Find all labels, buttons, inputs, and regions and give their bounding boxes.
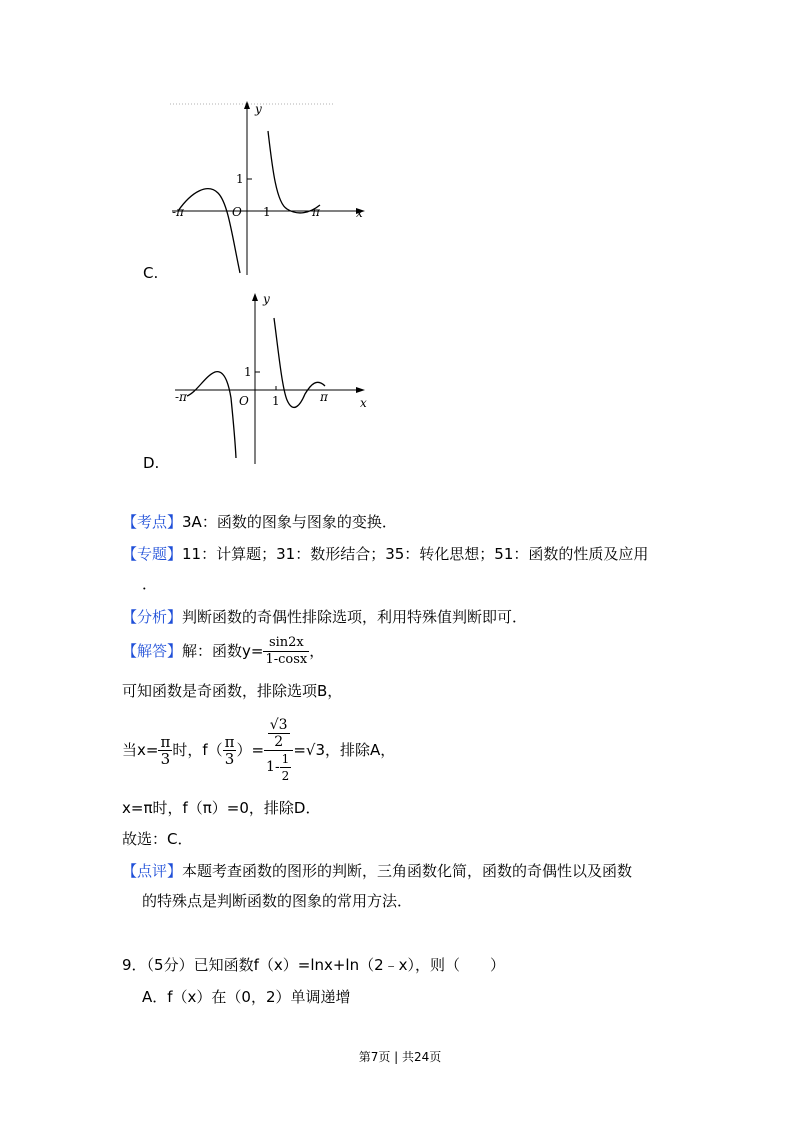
curve-left: [178, 189, 240, 273]
kaodian-tag: 【考点】: [122, 513, 183, 531]
curve-right: [268, 131, 320, 213]
curve-right: [274, 318, 325, 407]
fenxi-text: 判断函数的奇偶性排除选项，利用特殊值判断即可．: [182, 608, 528, 626]
option-c-label: C.: [143, 264, 159, 282]
function-fraction: [263, 635, 309, 668]
fenxi-line: [122, 607, 527, 627]
y-label: y: [255, 102, 262, 116]
pi-numerator: π: [160, 732, 171, 751]
graph-c-svg: [160, 95, 380, 280]
half-num: 1: [281, 751, 290, 766]
jieda-tag: 【解答】: [122, 642, 183, 660]
pi3-part3: ）=: [236, 741, 265, 759]
zhuanti-tag: 【专题】: [122, 545, 183, 563]
y-one-label: 1: [244, 365, 252, 379]
x-one-label: 1: [272, 394, 280, 408]
three-denominator-arg: 3: [224, 749, 235, 768]
pi-numerator-arg: π: [224, 732, 235, 751]
pi-over-3-line: [122, 710, 395, 790]
origin-label: O: [239, 394, 249, 408]
pi-label: π: [312, 205, 320, 219]
x-pi-line: x=π时，f（π）=0，排除D．: [122, 799, 321, 817]
x-label: x: [360, 396, 367, 410]
compound-denominator: [264, 751, 293, 784]
x-axis-arrow: [356, 387, 365, 393]
fraction-denominator: 1-cosx: [265, 652, 308, 667]
dianping-line1: [122, 861, 632, 881]
graph-d: [165, 288, 385, 473]
pi-label: π: [320, 390, 328, 404]
two: 2: [274, 733, 284, 750]
pi3-part2: 时，f（: [172, 741, 223, 759]
kaodian-text: 3A：函数的图象与图象的变换．: [182, 513, 397, 531]
compound-fraction: [264, 717, 293, 784]
fenxi-tag: 【分析】: [122, 608, 183, 626]
neg-pi-label: -π: [172, 205, 184, 219]
pi3-part4: ，排除A，: [324, 741, 396, 759]
kaodian-line: [122, 512, 397, 532]
compound-numerator: [264, 717, 293, 751]
option-d-label: D.: [143, 454, 160, 472]
dianping-text1: 本题考查函数的图形的判断，三角函数化简，函数的奇偶性以及函数: [182, 862, 633, 880]
zhuanti-line: [122, 544, 648, 564]
page-footer: 第7页 | 共24页: [358, 1050, 442, 1064]
sqrt3: √3: [269, 716, 288, 733]
y-axis-arrow: [244, 101, 250, 109]
answer-line: 故选：C．: [122, 830, 193, 848]
sqrt3-over-2: [268, 717, 290, 750]
graph-c: [160, 95, 380, 280]
fraction-numerator: sin2x: [263, 635, 309, 652]
curve-left: [187, 372, 236, 458]
pi-over-3-fraction: [158, 734, 172, 767]
x-one-label: 1: [263, 205, 271, 219]
zhuanti-text: 11：计算题；31：数形结合；35：转化思想；51：函数的性质及应用: [182, 545, 649, 563]
question-9-stem: 9．（5分）已知函数f（x）=lnx+ln（2﹣x），则（ ）: [122, 956, 506, 974]
neg-pi-label: -π: [175, 390, 187, 404]
origin-label: O: [232, 205, 242, 219]
dianping-tag: 【点评】: [122, 862, 183, 880]
pi-over-3-fraction-arg: [223, 734, 237, 767]
y-one-label: 1: [236, 172, 244, 186]
one-minus: 1-: [266, 759, 280, 775]
jieda-prefix: 解：函数y=: [182, 642, 264, 660]
zhuanti-cont: ．: [142, 575, 158, 593]
dianping-line2: 的特殊点是判断函数的图象的常用方法．: [142, 892, 413, 910]
pi3-part1: 当x=: [122, 741, 159, 759]
y-label: y: [263, 292, 270, 306]
half-den: 2: [281, 768, 290, 783]
y-axis-arrow: [252, 293, 258, 301]
question-9-option-a: A．f（x）在（0，2）单调递增: [142, 988, 351, 1006]
one-half: [280, 751, 292, 784]
three-denominator: 3: [160, 749, 171, 768]
x-label: x: [356, 206, 363, 220]
jieda-suffix: ，: [309, 642, 325, 660]
graph-d-svg: [165, 288, 385, 473]
jieda-line: [122, 634, 324, 668]
eq-sqrt3: =√3: [293, 741, 325, 759]
odd-function-line: 可知函数是奇函数，排除选项B，: [122, 682, 343, 700]
